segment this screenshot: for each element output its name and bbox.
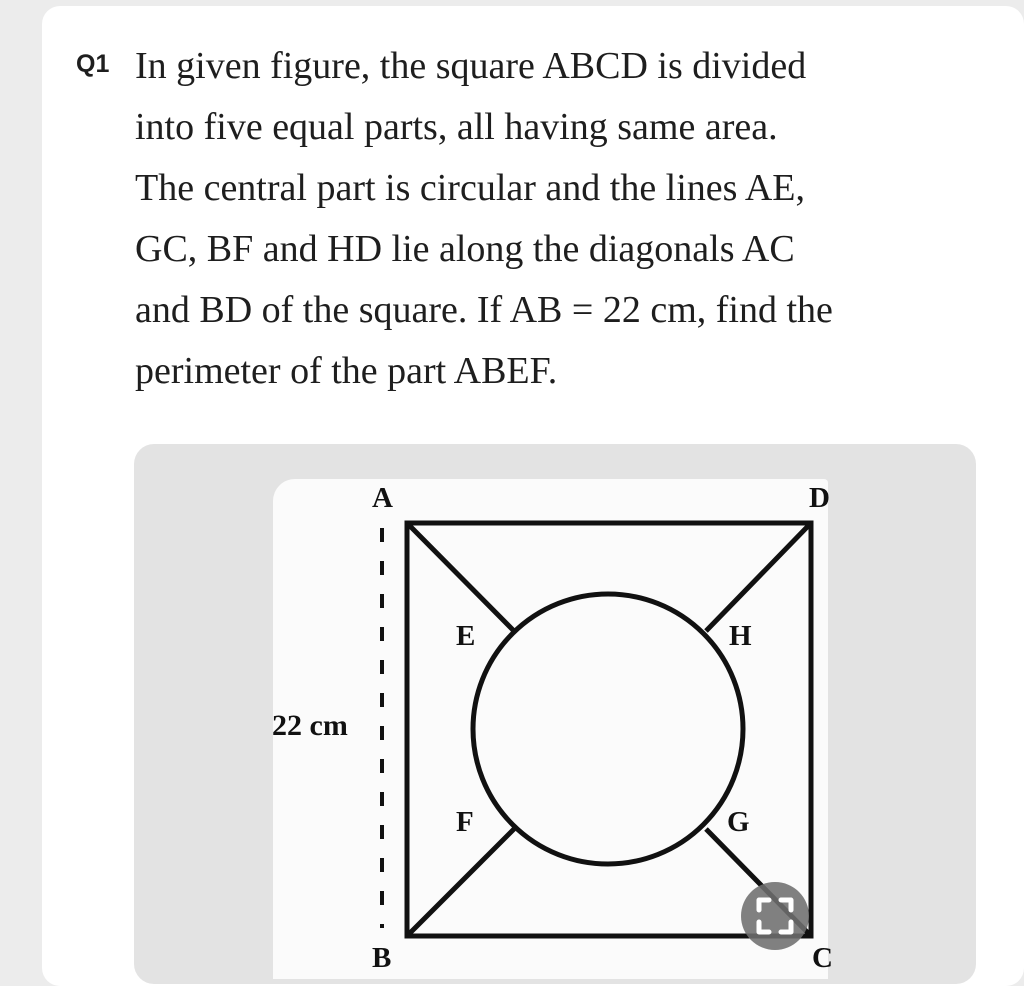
- label-c: C: [812, 942, 833, 974]
- label-d: D: [809, 482, 830, 514]
- label-h: H: [729, 620, 752, 652]
- question-line: into five equal parts, all having same area.: [135, 106, 778, 148]
- question-line: and BD of the square. If AB = 22 cm, find the: [135, 289, 833, 331]
- expand-icon: [755, 896, 795, 936]
- question-line: In given figure, the square ABCD is divided: [135, 45, 807, 87]
- side-length-label: 22 cm: [272, 709, 348, 742]
- expand-image-button[interactable]: [741, 882, 809, 950]
- label-b: B: [372, 942, 392, 974]
- question-line: perimeter of the part ABEF.: [135, 350, 558, 392]
- segment-ae: [407, 523, 514, 631]
- label-e: E: [456, 620, 476, 652]
- question-number: Q1: [76, 50, 110, 78]
- question-line: GC, BF and HD lie along the diagonals AC: [135, 228, 795, 270]
- label-a: A: [372, 482, 393, 514]
- segment-bf: [407, 829, 514, 936]
- question-line: The central part is circular and the lines AE,: [135, 167, 806, 209]
- segment-hd: [706, 523, 811, 631]
- label-f: F: [456, 806, 474, 838]
- label-g: G: [727, 806, 750, 838]
- central-circle: [473, 594, 743, 864]
